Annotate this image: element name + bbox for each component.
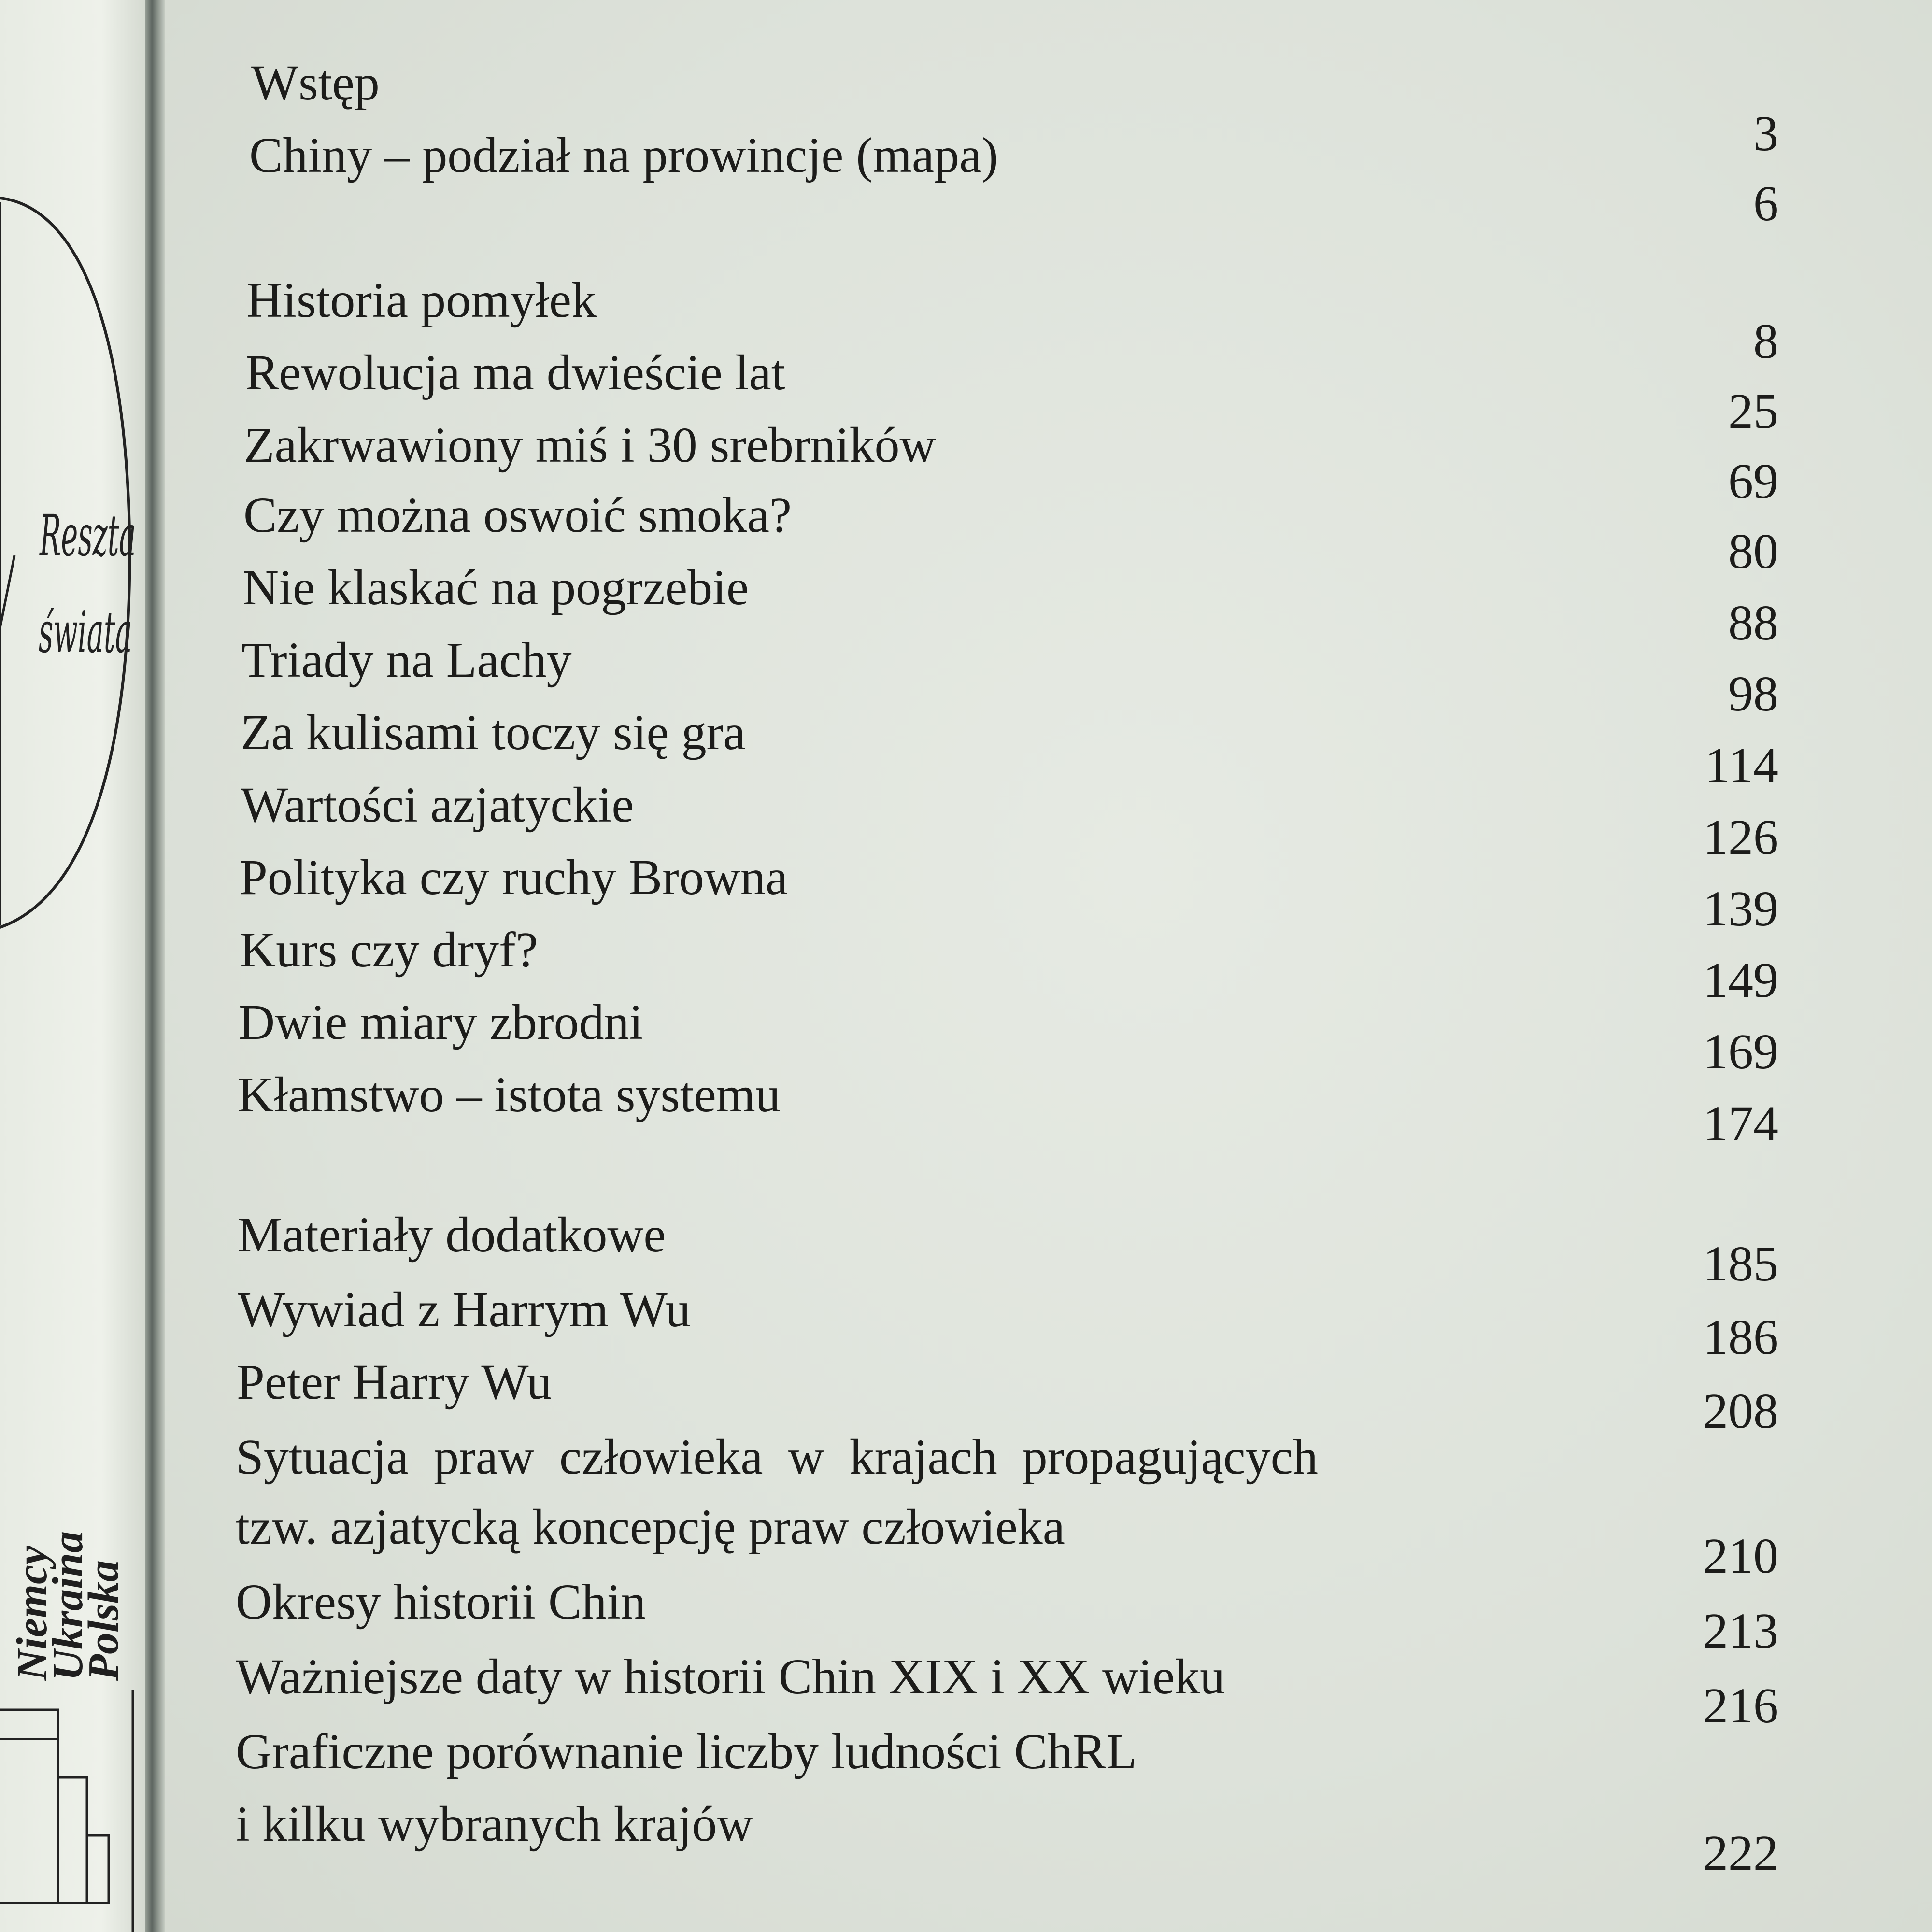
toc-entry-title: Kłamstwo – istota systemu xyxy=(238,1067,781,1122)
left-page xyxy=(0,0,145,1932)
toc-entry-title: Graficzne porównanie liczby ludności ChRL xyxy=(236,1724,1137,1779)
toc-entry-title: Wstęp xyxy=(251,55,380,111)
book-gutter xyxy=(145,0,165,1932)
toc-entry-title: Okresy historii Chin xyxy=(236,1574,646,1630)
toc-entry-title: Polityka czy ruchy Browna xyxy=(240,850,788,905)
toc-entry-title: Peter Harry Wu xyxy=(237,1354,552,1410)
country-labels xyxy=(8,1531,128,1681)
toc-entry-page: 216 xyxy=(1703,1678,1778,1733)
toc-entry-title: Materiały dodatkowe xyxy=(238,1207,666,1263)
map-label-line1: Reszta xyxy=(40,502,136,569)
toc-entry-title: Historia pomyłek xyxy=(246,272,597,328)
toc-entry-page: 139 xyxy=(1703,881,1778,937)
toc-entry-title-line2: tzw. azjatycką koncepcję praw człowieka xyxy=(236,1499,1065,1555)
toc-entry-page: 185 xyxy=(1703,1236,1778,1292)
bar-diagram-fragment xyxy=(0,1690,145,1932)
toc-entry-title: Sytuacja praw człowieka w krajach propagujących xyxy=(236,1429,1318,1485)
toc-entry-title-line2: i kilku wybranych krajów xyxy=(236,1796,753,1852)
toc-entry-page: 208 xyxy=(1703,1383,1778,1439)
toc-entry-page: 88 xyxy=(1728,595,1778,651)
toc-entry-page: 149 xyxy=(1703,952,1778,1008)
toc-entry-page: 8 xyxy=(1753,313,1778,369)
toc-entry-page: 186 xyxy=(1703,1309,1778,1365)
toc-entry-page: 69 xyxy=(1728,454,1778,509)
toc-entry-page: 80 xyxy=(1728,524,1778,579)
toc-entry-page: 25 xyxy=(1728,384,1778,439)
toc-entry-page: 114 xyxy=(1705,738,1778,793)
toc-entry-page: 126 xyxy=(1703,810,1778,865)
toc-entry-title: Wywiad z Harrym Wu xyxy=(238,1282,691,1337)
toc-entry-page: 213 xyxy=(1703,1603,1778,1659)
toc-entry-page: 169 xyxy=(1703,1024,1778,1080)
toc-entry-page: 6 xyxy=(1753,176,1778,231)
toc-entry-title: Ważniejsze daty w historii Chin XIX i XX wieku xyxy=(236,1649,1225,1705)
toc-entry-title: Czy można oswoić smoka? xyxy=(243,487,792,543)
toc-entry-title: Chiny – podział na prowincje (mapa) xyxy=(249,128,998,183)
toc-entry-title: Rewolucja ma dwieście lat xyxy=(245,345,785,400)
toc-entry-title: Triady na Lachy xyxy=(242,632,572,688)
toc-entry-page: 222 xyxy=(1703,1825,1778,1881)
country-label-polska: Polska xyxy=(80,1560,128,1681)
toc-entry-page: 3 xyxy=(1753,106,1778,161)
country-label-niemcy: Niemcy xyxy=(8,1546,56,1681)
toc-entry-title: Kurs czy dryf? xyxy=(240,922,538,978)
toc-entry-page: 98 xyxy=(1728,666,1778,722)
table-of-contents xyxy=(165,0,1932,1932)
toc-entry-title: Wartości azjatyckie xyxy=(241,777,634,833)
toc-entry-page: 210 xyxy=(1703,1528,1778,1584)
toc-entry-title: Dwie miary zbrodni xyxy=(239,994,643,1050)
toc-entry-title: Za kulisami toczy się gra xyxy=(241,705,746,760)
toc-entry-title: Zakrwawiony miś i 30 srebrników xyxy=(244,417,936,473)
toc-entry-page: 174 xyxy=(1703,1096,1778,1151)
country-label-ukraina: Ukraina xyxy=(44,1531,92,1681)
map-label-line2: świata xyxy=(39,599,132,666)
toc-entry-title: Nie klaskać na pogrzebie xyxy=(242,560,749,615)
